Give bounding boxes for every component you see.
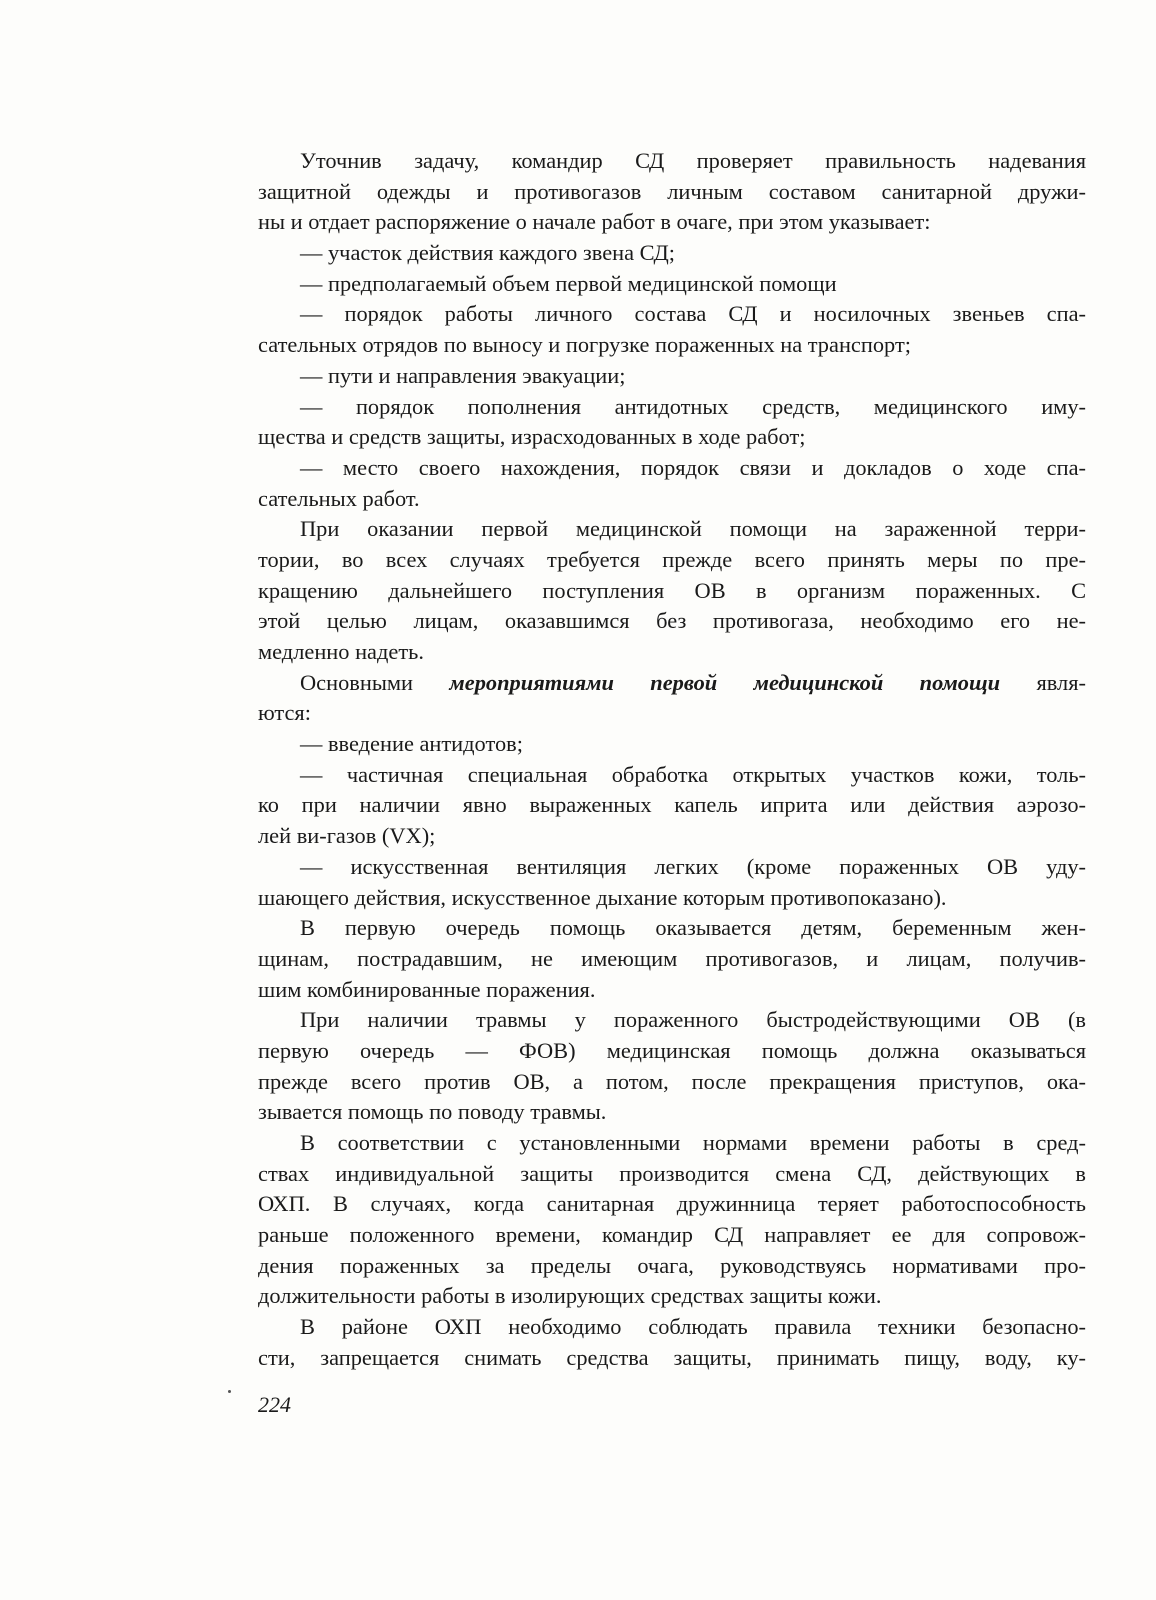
text-line: ются: [258, 700, 311, 726]
text-line: кращению дальнейшего поступления ОВ в организм пораженных. С [258, 577, 1086, 603]
text-line: В соответствии с установленными нормами времени работы в сред- [300, 1130, 1086, 1155]
text-line: шающего действия, искусственное дыхание которым противопоказано). [258, 884, 947, 910]
text-line: ОХП. В случаях, когда санитарная дружинница теряет работоспособность [258, 1191, 1086, 1217]
text-line: ко при наличии явно выраженных капель иприта или действия аэрозо- [258, 792, 1086, 818]
body-text [258, 146, 1086, 1374]
paragraph [258, 514, 1086, 667]
text-line: ны и отдает распоряжение о начале работ в очаге, при этом указывает: [258, 209, 931, 235]
page-number: 224 [258, 1392, 291, 1417]
text-line: шим комбинированные поражения. [258, 976, 596, 1002]
paragraph [258, 1005, 1086, 1128]
paragraph [258, 1312, 1086, 1373]
text-line [258, 668, 1086, 699]
text-line: дения пораженных за пределы очага, руководствуясь нормативами про- [258, 1252, 1086, 1278]
text-line: — пути и направления эвакуации; [300, 362, 626, 388]
text-line: — искусственная вентиляция легких (кроме пораженных ОВ уду- [300, 853, 1086, 879]
text-line: — предполагаемый объем первой медицинской помощи [300, 270, 837, 296]
text-line: должительности работы в изолирующих средствах защиты кожи. [258, 1283, 882, 1309]
text-line: сти, запрещается снимать средства защиты, принимать пищу, воду, ку- [258, 1344, 1086, 1370]
text-line: При оказании первой медицинской помощи на зараженной терри- [300, 516, 1086, 542]
text-line: — место своего нахождения, порядок связи и докладов о ходе спа- [300, 454, 1086, 480]
text-line: сательных работ. [258, 485, 420, 511]
text-line: В районе ОХП необходимо соблюдать правила техники безопасно- [300, 1314, 1086, 1340]
text-line: прежде всего против ОВ, а потом, после прекращения приступов, ока- [258, 1068, 1086, 1094]
paragraph [258, 146, 1086, 514]
scan-speck [228, 1390, 231, 1393]
text-line: — участок действия каждого звена СД; [300, 240, 675, 266]
text-line: тории, во всех случаях требуется прежде всего принять меры по пре- [258, 546, 1086, 572]
paragraph [258, 1128, 1086, 1312]
text-line: раньше положенного времени, командир СД направляет ее для сопровож- [258, 1222, 1086, 1248]
text-line: зывается помощь по поводу травмы. [258, 1099, 607, 1125]
text-run: Основными [300, 669, 450, 695]
text-line: лей ви-газов (VX); [258, 823, 436, 849]
text-line: Уточнив задачу, командир СД проверяет правильность надевания [300, 148, 1086, 173]
text-line: При наличии травмы у пораженного быстродействующими ОВ (в [300, 1007, 1086, 1033]
text-line: В первую очередь помощь оказывается детям, беременным жен- [300, 915, 1086, 941]
text-line: щества и средств защиты, израсходованных в ходе работ; [258, 424, 806, 450]
text-line: защитной одежды и противогазов личным составом санитарной дружи- [258, 178, 1086, 204]
text-line: сательных отрядов по выносу и погрузке пораженных на транспорт; [258, 332, 911, 358]
text-line: щинам, пострадавшим, не имеющим противогазов, и лицам, получив- [258, 945, 1086, 971]
text-line: — введение антидотов; [300, 731, 523, 757]
paragraph [258, 913, 1086, 1005]
text-line: — порядок пополнения антидотных средств, медицинского иму- [300, 393, 1086, 419]
paragraph [258, 668, 1086, 914]
text-line: — порядок работы личного состава СД и носилочных звеньев спа- [300, 301, 1086, 327]
text-line: медленно надеть. [258, 639, 424, 664]
text-line: первую очередь — ФОВ) медицинская помощь должна оказываться [258, 1037, 1086, 1063]
text-line: ствах индивидуальной защиты производится смена СД, действующих в [258, 1160, 1086, 1186]
text-run: явля- [1000, 669, 1086, 695]
text-line: этой целью лицам, оказавшимся без противогаза, необходимо его не- [258, 608, 1086, 634]
emphasized-term: мероприятиями первой медицинской помощи [449, 669, 1001, 695]
text-line: — частичная специальная обработка открытых участков кожи, толь- [300, 761, 1086, 787]
